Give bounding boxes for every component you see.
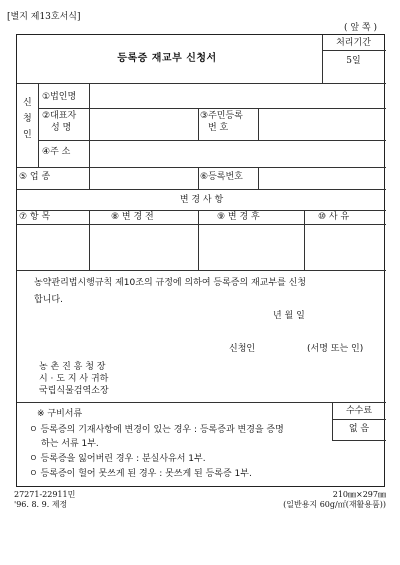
applicant-section-char-1: 신: [23, 98, 32, 108]
signature-note: (서명 또는 인): [307, 344, 364, 354]
statement-line-1: 농약관리법시행규칙 제10조의 규정에 의하여 등록증의 재교부를 신청: [34, 278, 307, 288]
column-before: ⑧ 변 경 전: [111, 212, 154, 222]
date-line: 년 월 일: [273, 311, 305, 321]
statement-line-2: 합니다.: [34, 295, 63, 305]
applicant-section-char-2: 청: [23, 114, 32, 124]
rrn-label-line2: 번 호: [208, 123, 229, 133]
column-reason: ⑩ 사 유: [318, 212, 350, 222]
applicant-section-char-3: 인: [23, 130, 32, 140]
representative-label-line2: 성 명: [51, 123, 72, 133]
fee-label: 수수료: [345, 406, 373, 416]
fee-value: 없 음: [348, 424, 370, 434]
registration-number-label: ⑥등록번호: [200, 172, 243, 182]
processing-period-label: 처리기간: [336, 38, 371, 48]
column-after: ⑨ 변 경 후: [217, 212, 260, 222]
address-label: ④주 소: [42, 147, 71, 157]
form-number: [별지 제13호서식]: [7, 12, 81, 22]
business-type-label: ⑤ 업 종: [19, 172, 51, 182]
document-item-2: ㅇ 등록증을 잃어버린 경우 : 분실사유서 1부.: [29, 454, 206, 464]
paper-spec: (일반용지 60g/㎡(재활용품)): [283, 500, 386, 509]
required-documents-title: ※ 구비서류: [37, 409, 83, 419]
application-form: [16, 34, 385, 487]
enactment-date: '96. 8. 9. 제정: [14, 500, 68, 509]
recipient-3: 국립식물검역소장: [39, 386, 109, 396]
applicant-signature-label: 신청인: [229, 344, 256, 354]
page-side-label: ( 앞 쪽 ): [344, 23, 377, 33]
change-section-title: 변 경 사 항: [179, 195, 224, 205]
processing-period-value: 5일: [346, 56, 361, 66]
corporation-name-label: ①법인명: [42, 92, 77, 102]
document-item-3: ㅇ 등록증이 헐어 못쓰게 된 경우 : 못쓰게 된 등록증 1부.: [29, 469, 252, 479]
form-code: 27271-22911민: [14, 490, 76, 499]
document-item-1-line-1: ㅇ 등록증의 기재사항에 변경이 있는 경우 : 등록증과 변경을 증명: [29, 425, 284, 435]
column-item: ⑦ 항 목: [19, 212, 51, 222]
paper-size: 210㎜×297㎜: [332, 490, 386, 499]
form-title: 등록증 재교부 신청서: [117, 53, 217, 64]
representative-label-line1: ②대표자: [42, 111, 77, 121]
rrn-label-line1: ③주민등록: [200, 111, 243, 121]
document-item-1-line-2: 하는 서류 1부.: [41, 439, 99, 449]
recipient-2: 시 · 도 지 사 귀하: [39, 374, 109, 384]
recipient-1: 농 촌 진 흥 청 장: [39, 362, 106, 372]
